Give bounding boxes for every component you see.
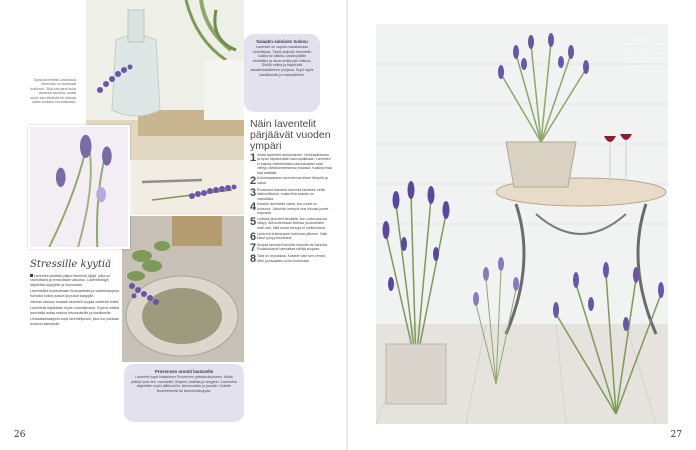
step-text: Suojaa laventeli talveksi havuilla tai harsolla. Ruukkukasvit kannattaa siirtää suojaan. xyxy=(257,243,328,252)
care-step xyxy=(250,217,332,230)
page-number-left: 26 xyxy=(14,430,26,440)
stress-body xyxy=(30,274,120,328)
stress-paragraph: Vanhan kansan mukaan laventeli suojaa vaatteita koilta. xyxy=(30,300,120,305)
provence-box xyxy=(124,364,244,422)
stress-paragraph: Laventelia käytetään myös ruoanlaitossa. Sopiva määrä laventelia antaa makua leivonnaisille ja kastikkeille. xyxy=(30,306,120,315)
step-number: 6 xyxy=(250,230,257,243)
care-step xyxy=(250,202,332,215)
photo-terrace-lavender xyxy=(376,24,668,424)
photo-lavender-sprig xyxy=(132,160,244,215)
step-text: Istuta laventelit aurinkoiseen, hiekkapitoiseen ja hyvin läpäisevään kasvupaikkaan. Laventeli ei kaipaa ravinteikasta kasvualustaa vaan viihtyy vähäravinteisessa maassa. Kalkkia maa saa sisältää. xyxy=(257,153,332,175)
stress-paragraph: Liinavaatekaappiin sopii laventelipussi, joka tuo puhtaan tuoksun kankaisiin. xyxy=(30,317,120,326)
step-number: 8 xyxy=(250,253,257,266)
photo-herb-bowl xyxy=(122,216,244,362)
care-step xyxy=(250,232,332,242)
care-step xyxy=(250,153,332,175)
main-headline: Näin laventelit pärjäävät vuoden ympäri xyxy=(250,118,331,152)
stress-paragraph: Laventeli sisältää paljon eteerisiä öljyjä, joilla on rauhoittava ja rentouttava vaikutus. Laventeliöljyä käytetään kylpyihin ja hierontaan. xyxy=(30,274,111,287)
step-text: Ruukussa kasvava laventeli tarvitsee vettä säännöllisesti, mutta liika kastelu on vaarallista. xyxy=(257,187,325,201)
step-number: 2 xyxy=(250,175,257,188)
step-number: 5 xyxy=(250,216,257,229)
salad-tip-text: Laventeli on sopiva maustamaan viinietikkaa. Täytä lasipullo laventelin kukilla tai oksilla, kaada päälle viinietikka ja anna seistä pari viikkoa. Siivilöi etikka ja käytä sitä salaatinkastikkeen pohjana. Sopii myös kastikkeisiin ja marinadeihin. xyxy=(250,45,314,77)
step-text: Talvi on lepoaikaa. Kastele vain sen verran, ettei juuripaakku kuivu kokonaan. xyxy=(257,254,327,263)
photo-lavender-closeup xyxy=(28,125,130,249)
step-text: Lyhennä kukkavarret kukinnan jälkeen. Näin kasvi pysyy tuuheana. xyxy=(257,231,328,241)
care-steps-list xyxy=(250,153,332,266)
step-text: Kastele laventelia vasta, kun multa on kuivunut. Jalkoihin kertyvä vesi tuhoaa juuret nopeasti. xyxy=(257,202,329,216)
step-number: 4 xyxy=(250,201,257,214)
stress-title: Stressille kyytiä xyxy=(30,259,112,270)
right-page xyxy=(348,0,696,450)
step-text: Kukoistaakseen laventeli tarvitsee lämpöä ja valoa. xyxy=(257,176,328,185)
step-number: 3 xyxy=(250,186,257,199)
care-step xyxy=(250,188,332,201)
caption-terrace: Liuo Villiampeli Lou-tupsulaventeli sopii muiden mukana terassilla ruukkuun. Kesän aikana laventeli kukkii runsaasti, kunhan kuihtuneet kukinnot poistetaan säännöllisesti. xyxy=(624,38,668,69)
care-step xyxy=(250,176,332,186)
salad-tip-box xyxy=(244,34,320,112)
step-number: 7 xyxy=(250,242,257,255)
caption-stoechas: Tupsulaventeliä Lavandula stoechas on kookkaat kukinnot. Sillä saa aina kuka tahansa kauniita, mutta myös sen lehdistä tai oksista saatu tuoksuu hurmaavasti. xyxy=(30,78,76,105)
page-number-right: 27 xyxy=(670,430,682,440)
stress-paragraph: Laventelilla tuoksutetaan liinavaatteita ja vaatekaappeja. Kuivatut kukat pussiin ja pussit kaappiin. xyxy=(30,289,120,298)
provence-text: Laventeli sopii klassiseen Provencen yrttisekoitukseen. Muita yrttejä ovat mm. rosmariini, timjami, basilika ja oregano. Laventelia käytetään myös jälkiruokiin, leivonnaisiin ja juomiin. Kokeile laventeliteetä tai laventelisiirappia. xyxy=(131,375,237,393)
provence-title: Provencen aromit lautaselle xyxy=(154,369,214,374)
salad-tip-title: Salaatin suloinen tuoksu xyxy=(256,39,308,44)
step-number: 1 xyxy=(250,152,257,164)
care-step xyxy=(250,243,332,253)
step-text: Leikkaa laventeli keväällä, kun uutta kasvua näkyy. Älä kuitenkaan leikkaa puutuneisiin osiin asti, sillä uusia versoja ei sieltä kasva. xyxy=(257,217,327,230)
bullet-icon xyxy=(30,274,33,277)
care-step xyxy=(250,254,332,264)
